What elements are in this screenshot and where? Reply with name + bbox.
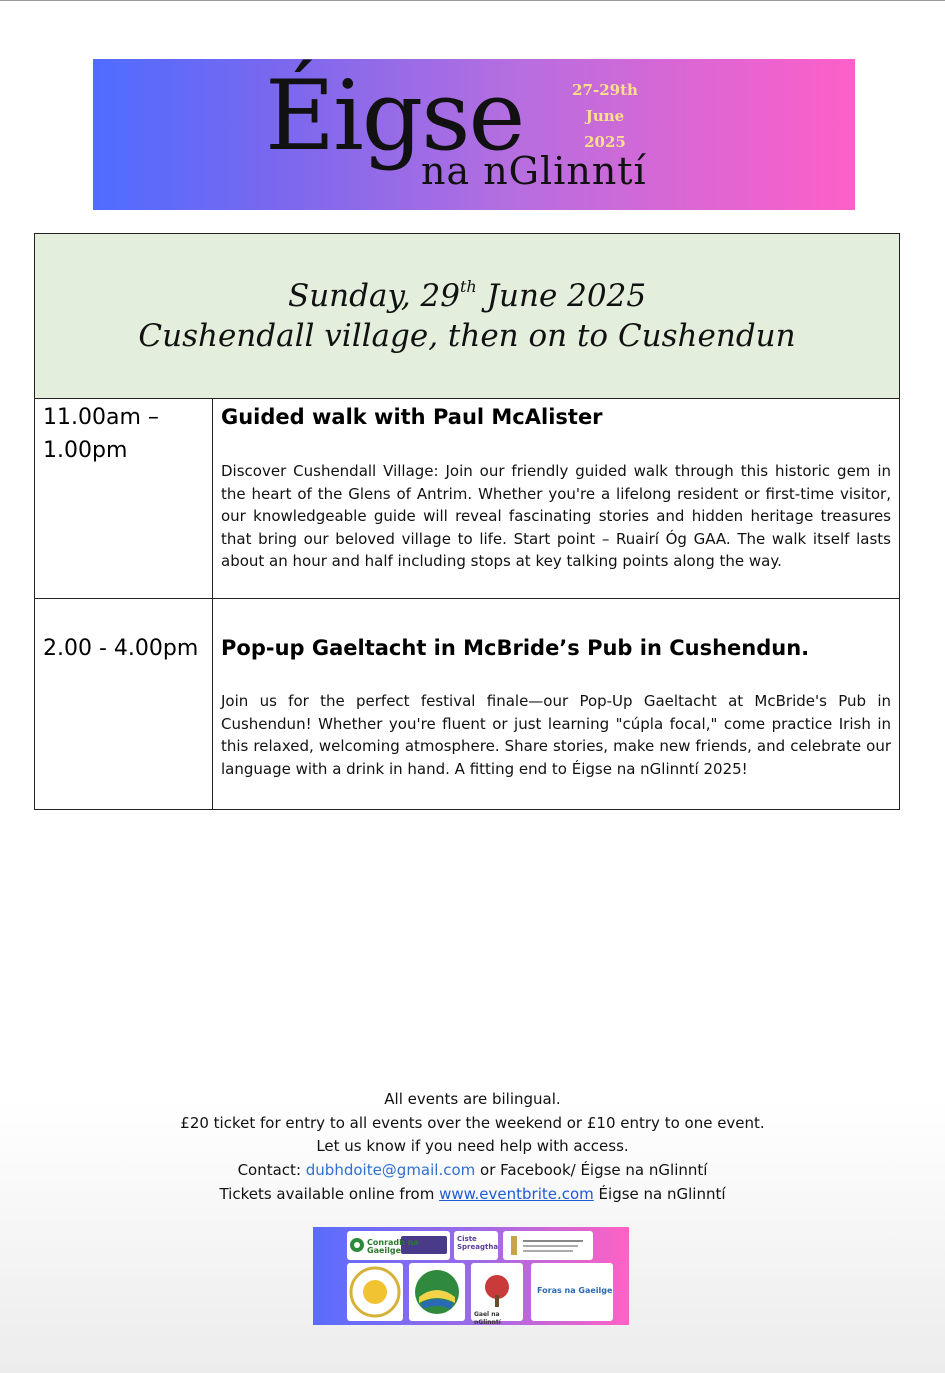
banner-title: Éigse [265,60,524,172]
ruairi-og-tree-logo [471,1263,523,1326]
table-row [35,599,899,809]
tickets-line: Tickets available online from www.eventbrite.com Éigse na nGlinntí [219,1184,726,1203]
schedule-date: Sunday, 29th June 2025 [287,277,647,314]
info-line: All events are bilingual. [384,1090,561,1108]
banner-dates [555,77,655,155]
eventbrite-link[interactable]: www.eventbrite.com [439,1184,594,1203]
glens-landscape-logo [409,1263,465,1321]
event-body: Join us for the perfect festival finale—our Pop-Up Gaeltacht at McBride's Pub in Cushendun! Whether you're fluent or just learning "cúpla focal," come practice Irish in this relaxed, welcoming atmosphere. Share stories, make new friends, and celebrate our language with a drink in hand. A fitting end to Éigse na nGlinntí 2025! [221,692,891,778]
schedule-table [34,233,900,810]
schedule-header [35,234,899,399]
info-line: £20 ticket for entry to all events over the weekend or £10 entry to one event. [180,1113,765,1132]
event-description-cell [221,599,891,780]
table-row [35,399,899,599]
contact-line: Contact: dubhdoite@gmail.com or Facebook/ Éigse na nGlinntí [237,1161,708,1180]
event-time: 2.00 - 4.00pm [35,599,213,809]
government-harp-logo [503,1231,593,1260]
contact-email-link[interactable]: dubhdoite@gmail.com [305,1161,476,1180]
banner-date-line: June [585,107,625,125]
event-info [0,1088,945,1207]
sponsor-name: Foras na Gaeilge [537,1286,613,1295]
event-description-cell [221,399,891,573]
top-rule [0,0,945,1]
info-line: Let us know if you need help with access. [316,1137,629,1156]
banner-date-line: 27-29th [572,81,638,99]
gaeilge-circle-logo [347,1263,403,1321]
festival-banner [93,59,855,210]
sponsor-name: Conradh na Gaeilge [367,1238,419,1255]
sponsor-name: Gael na nGlinntí [474,1311,501,1326]
banner-date-line: 2025 [584,133,626,151]
sponsor-name: Ciste Spreagtha [457,1235,499,1251]
ciste-spreagtha-logo [454,1231,498,1260]
schedule-location: Cushendall village, then on to Cushendun [138,318,796,354]
event-time: 11.00am – 1.00pm [35,399,213,598]
event-title: Guided walk with Paul McAlister [221,405,603,429]
event-body: Discover Cushendall Village: Join our friendly guided walk through this historic gem in the heart of the Glens of Antrim. Whether you're a lifelong resident or first-time visitor, our knowledgeable guide will reveal fascinating stories and hidden heritage treasures that bring our beloved village to life. Start point – Ruairí Óg GAA. The walk itself lasts about an hour and half including stops at key talking points along the way. [221,462,891,570]
conradh-na-gaeilge-logo [347,1231,450,1260]
event-title: Pop-up Gaeltacht in McBride’s Pub in Cushendun. [221,636,810,660]
sponsor-logos [313,1227,629,1325]
foras-na-gaeilge-logo [531,1263,613,1321]
banner-subtitle: na nGlinntí [421,149,647,193]
